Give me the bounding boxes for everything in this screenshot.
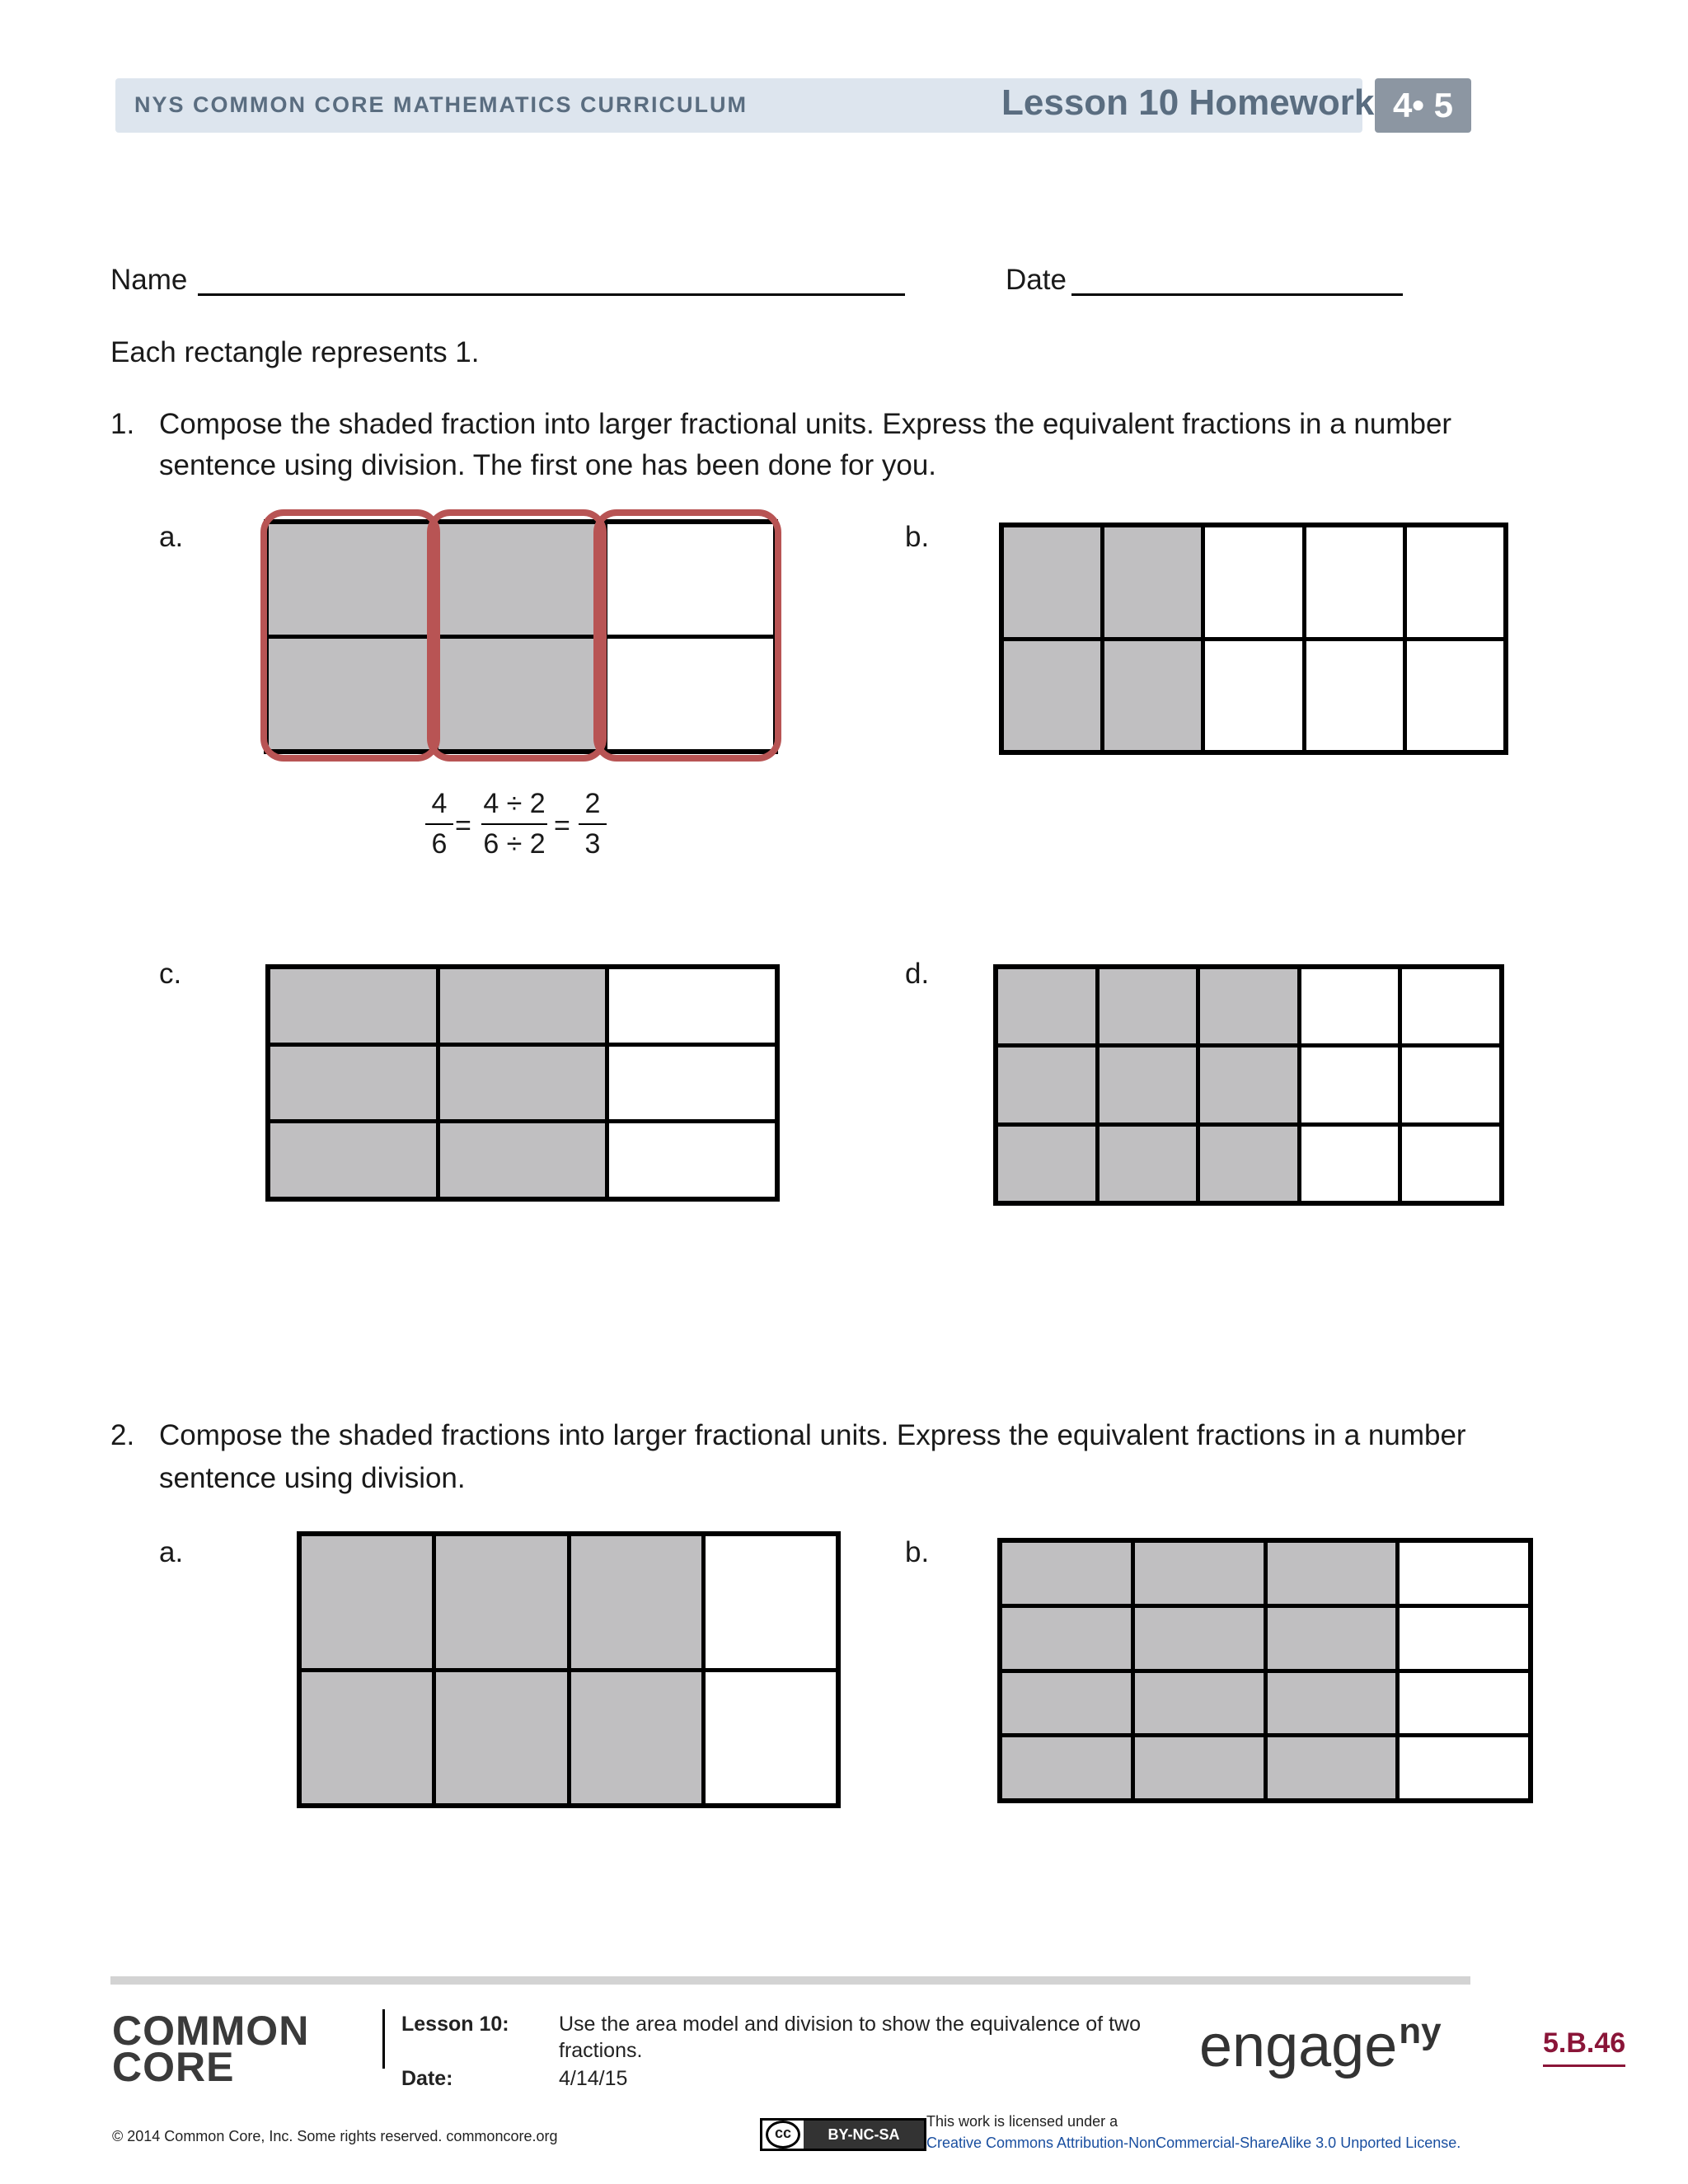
area-model-2b <box>997 1538 1533 1803</box>
footer-lesson-label: Lesson 10: <box>401 2013 509 2036</box>
unshaded-cell <box>609 1047 775 1120</box>
shaded-cell <box>1002 1737 1131 1798</box>
shaded-cell <box>1002 1543 1131 1604</box>
unshaded-cell <box>1400 1737 1528 1798</box>
shaded-cell <box>1004 641 1100 751</box>
shaded-cell <box>1200 1047 1297 1122</box>
grouping-oval-2 <box>427 509 607 762</box>
unshaded-cell <box>1205 527 1301 637</box>
label-1c: c. <box>159 958 182 990</box>
copyright: © 2014 Common Core, Inc. Some rights reserved. commoncore.org <box>112 2128 558 2144</box>
name-field[interactable] <box>198 293 905 296</box>
shaded-cell <box>1100 1047 1197 1122</box>
unshaded-cell <box>1402 969 1499 1043</box>
footer-divider <box>382 2009 385 2069</box>
area-model-2a <box>297 1531 841 1808</box>
grouping-oval-3 <box>593 509 781 762</box>
shaded-cell <box>1100 969 1197 1043</box>
unshaded-cell <box>706 1536 836 1668</box>
shaded-cell <box>1268 1737 1396 1798</box>
shaded-cell <box>1135 1673 1264 1734</box>
label-2a: a. <box>159 1536 184 1568</box>
shaded-cell <box>571 1536 701 1668</box>
shaded-cell <box>998 1047 1095 1122</box>
unshaded-cell <box>706 1672 836 1804</box>
unshaded-cell <box>1407 641 1503 751</box>
cc-icon: cc <box>766 2121 800 2149</box>
shaded-cell <box>1135 1543 1264 1604</box>
shaded-cell <box>436 1536 566 1668</box>
label-2b: b. <box>905 1536 930 1568</box>
problem-2-line-1: Compose the shaded fractions into larger fractional units. Express the equivalent fractions in a number <box>159 1419 1466 1451</box>
problem-1-line-2: sentence using division. The first one has been done for you. <box>159 449 937 481</box>
area-model-1d <box>993 964 1504 1206</box>
equals-sign-1: = <box>455 810 471 841</box>
date-label: Date <box>1006 264 1067 296</box>
footer-rule <box>110 1976 1470 1985</box>
unshaded-cell <box>1301 969 1399 1043</box>
shaded-cell <box>270 1047 436 1120</box>
area-model-1c <box>265 964 780 1202</box>
problem-1-line-1: Compose the shaded fraction into larger fractional units. Express the equivalent fractions in a number <box>159 408 1452 440</box>
shaded-cell <box>1135 1608 1264 1669</box>
shaded-cell <box>440 1047 606 1120</box>
shaded-cell <box>436 1672 566 1804</box>
shaded-cell <box>1004 527 1100 637</box>
intro-text: Each rectangle represents 1. <box>110 336 480 368</box>
unshaded-cell <box>609 1123 775 1197</box>
date-field[interactable] <box>1071 293 1403 296</box>
unshaded-cell <box>1402 1047 1499 1122</box>
unshaded-cell <box>1407 527 1503 637</box>
shaded-cell <box>1200 1127 1297 1201</box>
shaded-cell <box>998 969 1095 1043</box>
footer-date-value: 4/14/15 <box>559 2067 628 2090</box>
footer-lesson-desc-1: Use the area model and division to show the equivalence of two <box>559 2013 1141 2036</box>
license-line-1: This work is licensed under a <box>926 2113 1118 2130</box>
shaded-cell <box>998 1127 1095 1201</box>
unshaded-cell <box>1306 641 1403 751</box>
common-core-logo: COMMON CORE <box>112 2008 310 2090</box>
grouping-oval-1 <box>260 509 440 762</box>
shaded-cell <box>1200 969 1297 1043</box>
page-number: 5.B.46 <box>1543 2027 1625 2067</box>
unshaded-cell <box>1400 1673 1528 1734</box>
fraction-4-6: 4 6 <box>425 788 453 860</box>
area-model-1b <box>999 523 1508 755</box>
label-1d: d. <box>905 958 930 990</box>
unshaded-cell <box>1402 1127 1499 1201</box>
unshaded-cell <box>1400 1608 1528 1669</box>
shaded-cell <box>1002 1673 1131 1734</box>
label-1a: a. <box>159 521 184 553</box>
problem-2-number: 2. <box>110 1419 135 1451</box>
unshaded-cell <box>1301 1047 1399 1122</box>
engageny-logo: engage$^{ny}$ <box>1199 2011 1442 2079</box>
shaded-cell <box>440 969 606 1043</box>
shaded-cell <box>1268 1673 1396 1734</box>
shaded-cell <box>440 1123 606 1197</box>
footer-date-label: Date: <box>401 2067 453 2090</box>
shaded-cell <box>1104 527 1201 637</box>
shaded-cell <box>270 1123 436 1197</box>
shaded-cell <box>1100 1127 1197 1201</box>
shaded-cell <box>1002 1608 1131 1669</box>
shaded-cell <box>302 1672 432 1804</box>
unshaded-cell <box>1205 641 1301 751</box>
shaded-cell <box>302 1536 432 1668</box>
footer-lesson-desc-2: fractions. <box>559 2039 643 2062</box>
shaded-cell <box>571 1672 701 1804</box>
unshaded-cell <box>1400 1543 1528 1604</box>
unshaded-cell <box>1301 1127 1399 1201</box>
shaded-cell <box>1268 1543 1396 1604</box>
label-1b: b. <box>905 521 930 553</box>
shaded-cell <box>270 969 436 1043</box>
name-label: Name <box>110 264 188 296</box>
fraction-division: 4 ÷ 2 6 ÷ 2 <box>481 788 547 860</box>
unshaded-cell <box>609 969 775 1043</box>
cc-license-badge[interactable]: cc BY-NC-SA <box>760 2118 926 2151</box>
problem-1-number: 1. <box>110 408 135 440</box>
grade-module-badge: 4• 5 <box>1375 78 1471 133</box>
shaded-cell <box>1268 1608 1396 1669</box>
problem-2-line-2: sentence using division. <box>159 1462 466 1494</box>
unshaded-cell <box>1306 527 1403 637</box>
shaded-cell <box>1135 1737 1264 1798</box>
curriculum-title: NYS COMMON CORE MATHEMATICS CURRICULUM <box>134 92 748 117</box>
lesson-title: Lesson 10 Homework <box>1001 82 1375 123</box>
fraction-2-3: 2 3 <box>579 788 607 860</box>
license-link[interactable]: Creative Commons Attribution-NonCommercial-ShareAlike 3.0 Unported License. <box>926 2135 1461 2151</box>
shaded-cell <box>1104 641 1201 751</box>
equals-sign-2: = <box>554 810 570 841</box>
